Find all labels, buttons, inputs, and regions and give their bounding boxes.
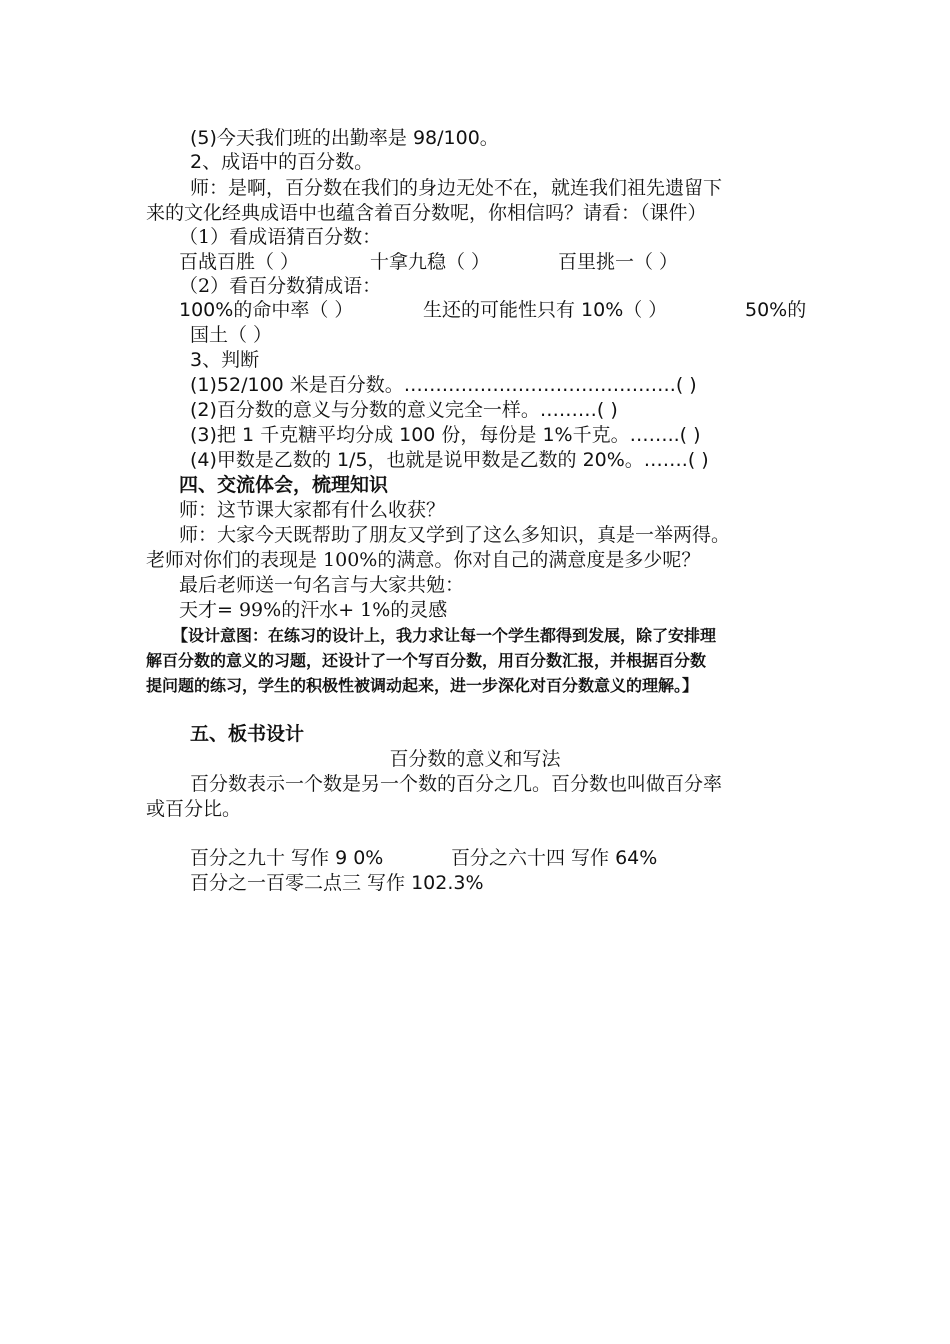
design-note-line: 提问题的练习，学生的积极性被调动起来，进一步深化对百分数意义的理解。】: [146, 676, 699, 695]
text-line: 天才= 99%的汗水+ 1%的灵感: [179, 599, 448, 621]
text-line: 师：大家今天既帮助了朋友又学到了这么多知识，真是一举两得。: [179, 524, 731, 546]
section-heading: 四、交流体会，梳理知识: [179, 474, 389, 496]
text-line: 师：这节课大家都有什么收获？: [179, 499, 446, 521]
text-line: 百分之一百零二点三 写作 102.3%: [190, 872, 484, 894]
text-line: (5)今天我们班的出勤率是 98/100。: [190, 127, 499, 149]
text-line: (1)52/100 米是百分数。…………………………………….( ): [190, 374, 697, 396]
text-line: （1）看成语猜百分数：: [179, 226, 382, 248]
text-line: (3)把 1 千克糖平均分成 100 份，每份是 1%千克。……..( ): [190, 424, 701, 446]
text-line: 最后老师送一句名言与大家共勉：: [179, 574, 465, 596]
text-line: (2)百分数的意义与分数的意义完全一样。………( ): [190, 399, 618, 421]
text-line: 100%的命中率（ ）: [179, 299, 354, 321]
text-line: 50%的: [745, 299, 807, 321]
text-line: 国土（ ）: [190, 324, 273, 346]
text-line: 百分之九十 写作 9 0%: [190, 847, 384, 869]
design-note-line: 解百分数的意义的习题，还设计了一个写百分数，用百分数汇报，并根据百分数: [146, 651, 707, 670]
text-line: 十拿九稳（ ）: [370, 251, 491, 273]
text-line: (4)甲数是乙数的 1/5，也就是说甲数是乙数的 20%。…….( ): [190, 449, 709, 471]
text-line: 生还的可能性只有 10%（ ）: [423, 299, 668, 321]
text-line: （2）看百分数猜成语：: [179, 275, 382, 297]
text-line: 老师对你们的表现是 100%的满意。你对自己的满意度是多少呢？: [146, 549, 701, 571]
section-heading: 五、板书设计: [190, 723, 305, 745]
text-line: 百里挑一（ ）: [558, 251, 679, 273]
text-line: 百战百胜（ ）: [179, 251, 300, 273]
text-line: 3、判断: [190, 349, 260, 371]
design-note-line: 【设计意图：在练习的设计上，我力求让每一个学生都得到发展，除了安排理: [172, 626, 717, 645]
board-title: 百分数的意义和写法: [389, 748, 561, 770]
text-line: 百分之六十四 写作 64%: [451, 847, 658, 869]
text-line: 师：是啊，百分数在我们的身边无处不在，就连我们祖先遗留下: [190, 177, 723, 199]
text-line: 2、成语中的百分数。: [190, 151, 374, 173]
text-line: 来的文化经典成语中也蕴含着百分数呢，你相信吗？请看：（课件）: [146, 202, 707, 224]
text-line: 或百分比。: [146, 798, 242, 820]
text-line: 百分数表示一个数是另一个数的百分之几。百分数也叫做百分率: [190, 773, 723, 795]
